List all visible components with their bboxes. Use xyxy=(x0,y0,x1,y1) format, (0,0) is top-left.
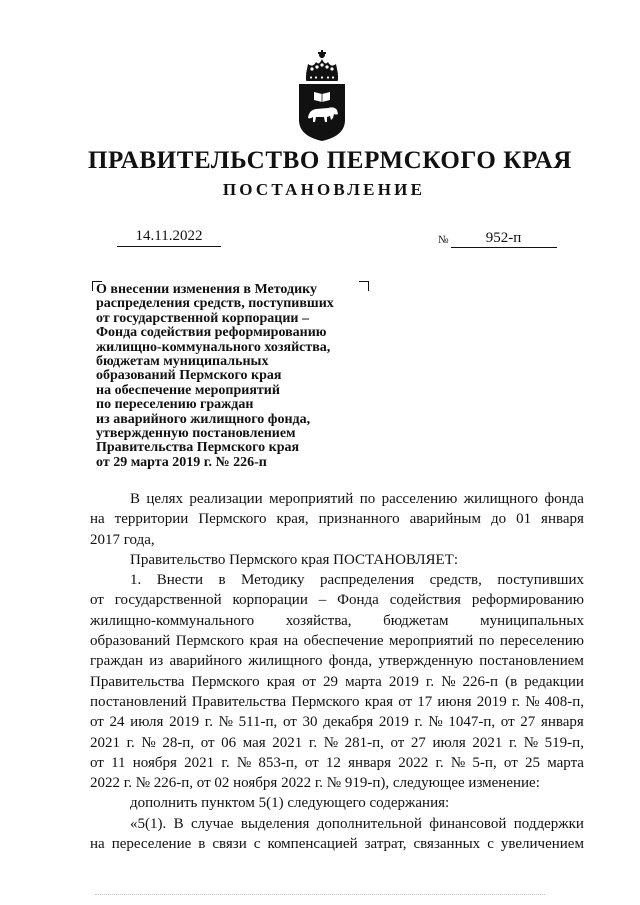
word: фонда, xyxy=(328,653,373,670)
word: случае xyxy=(190,815,234,832)
word: выделения xyxy=(240,815,310,832)
paragraph-line xyxy=(90,733,584,753)
word: марта xyxy=(345,673,382,690)
subject-line: распределения средств, поступивших xyxy=(96,296,334,312)
word: 30 xyxy=(302,714,318,731)
word: от xyxy=(282,714,297,731)
word: постановлением xyxy=(479,653,584,670)
word: по xyxy=(478,633,495,650)
word: г. xyxy=(508,734,518,751)
word: г. xyxy=(425,673,435,690)
word: № xyxy=(450,754,466,771)
word: от xyxy=(200,734,215,751)
word: 2021 xyxy=(90,734,120,751)
word: 12 xyxy=(325,754,341,771)
word: от xyxy=(304,754,319,771)
word: 28-п, xyxy=(162,734,195,751)
subject-line: О внесении изменения в Методику xyxy=(96,282,318,297)
word: затрат, xyxy=(364,836,407,853)
word: поступивших xyxy=(497,572,584,589)
word: 226-п xyxy=(462,673,499,690)
word: компенсацией xyxy=(267,836,358,853)
word: от xyxy=(390,734,405,751)
word: в xyxy=(218,572,226,589)
word: 11 xyxy=(111,754,126,771)
word: мая xyxy=(242,734,266,751)
word: признанного xyxy=(318,511,400,528)
word: Пермского xyxy=(291,693,360,710)
word: от xyxy=(90,592,104,609)
word: переселение xyxy=(111,836,192,853)
word: 24 xyxy=(109,714,125,731)
word: 29 xyxy=(323,673,339,690)
word: на xyxy=(283,633,299,650)
word: № xyxy=(236,754,252,771)
subject-line: от государственной корпорации – xyxy=(96,310,310,326)
word: от xyxy=(398,693,413,710)
word: № xyxy=(525,693,540,710)
word: хозяйства, xyxy=(285,612,352,629)
subject-line: Фонда содействия реформированию xyxy=(96,325,327,341)
word: ноября xyxy=(132,754,177,771)
word: июля xyxy=(432,734,466,751)
word: редакции xyxy=(524,673,584,690)
word: по xyxy=(359,491,376,507)
subject-line: на обеспечение мероприятий xyxy=(96,382,280,398)
government-title: ПРАВИТЕЛЬСТВО ПЕРМСКОГО КРАЯ xyxy=(88,147,572,174)
word: связи xyxy=(212,836,247,853)
word: г. xyxy=(511,693,521,710)
word: г. xyxy=(204,714,213,731)
word: 2019 xyxy=(378,714,409,731)
word: распределения xyxy=(319,572,415,589)
word: образований xyxy=(90,633,171,650)
word: переселению xyxy=(499,633,584,650)
word: № xyxy=(218,714,233,731)
word: 01 xyxy=(516,511,532,528)
paragraph-line xyxy=(90,692,584,712)
word: 27 xyxy=(520,714,536,731)
word: связанных xyxy=(413,836,481,853)
document-body xyxy=(90,489,584,854)
word: 2019 xyxy=(476,693,507,710)
paragraph-line: Правительство Пермского края ПОСТАНОВЛЯЕТ: xyxy=(130,551,459,568)
paragraph-line xyxy=(90,753,584,773)
word: от xyxy=(90,754,104,771)
word: В xyxy=(130,491,141,507)
word: Правительства xyxy=(191,693,287,710)
document-date: 14.11.2022 xyxy=(117,228,221,247)
document-type-title: ПОСТАНОВЛЕНИЕ xyxy=(222,180,426,199)
word: фонда xyxy=(544,491,584,507)
paragraph-line xyxy=(90,570,584,590)
word: 2021 xyxy=(472,734,503,751)
paragraph-line xyxy=(90,631,584,651)
word: г. xyxy=(221,754,230,771)
document-number: 952-п xyxy=(451,230,557,248)
word: от xyxy=(503,754,518,771)
word: 2022 xyxy=(398,754,429,771)
word: края xyxy=(266,673,296,690)
paragraph-line: 2017 года, xyxy=(90,531,155,548)
perm-krai-coat-of-arms-icon xyxy=(296,48,348,142)
word: 519-п, xyxy=(544,734,584,751)
word: из xyxy=(149,653,164,670)
word: Пермского xyxy=(191,673,260,690)
word: г. xyxy=(126,734,135,751)
word: от xyxy=(302,673,316,690)
subject-line: утвержденную постановлением xyxy=(96,426,296,442)
word: поддержки xyxy=(513,815,584,832)
subject-line: из аварийного жилищного фонда, xyxy=(96,411,311,427)
paragraph-line xyxy=(90,509,584,529)
word: 2021 xyxy=(272,734,303,751)
word: корпорации xyxy=(232,592,308,609)
word: Внести xyxy=(156,572,204,589)
word: граждан xyxy=(90,653,143,670)
word: от xyxy=(500,714,515,731)
word: 281-п, xyxy=(344,734,384,751)
word: муниципальных xyxy=(480,612,584,629)
word: В xyxy=(173,815,184,832)
document-number-block xyxy=(438,230,557,248)
paragraph-line xyxy=(90,489,584,509)
subject-line: бюджетам муниципальных xyxy=(96,354,269,370)
word: 511-п, xyxy=(238,714,278,731)
word: жилищного xyxy=(463,491,538,507)
paragraph-line: 2022 г. № 226-п, от 02 ноября 2022 г. № 919-п), следующее изменение: xyxy=(90,775,540,792)
paragraph-line xyxy=(90,712,584,732)
subject-corner-right-mark xyxy=(359,281,369,291)
word: г. xyxy=(414,714,423,731)
paragraph-line xyxy=(90,611,584,631)
paragraph-line xyxy=(90,590,584,610)
number-sign: № xyxy=(438,234,449,246)
word: жилищного xyxy=(248,653,323,670)
word: декабря xyxy=(323,714,374,731)
subject-line: от 29 марта 2019 г. № 226-п xyxy=(96,454,267,470)
word: реформированию xyxy=(471,592,584,609)
word: до xyxy=(490,511,507,528)
word: бюджетам xyxy=(383,612,449,629)
word: обеспечение xyxy=(303,633,384,650)
word: на xyxy=(90,511,105,528)
subject-line: по переселению граждан xyxy=(96,397,254,413)
word: 2019 xyxy=(169,714,200,731)
word: на xyxy=(90,836,105,853)
word: мероприятий xyxy=(389,633,474,650)
subject-line: образований Пермского края xyxy=(96,368,282,384)
scan-artifact xyxy=(95,894,545,898)
word: Методику xyxy=(241,572,305,589)
word: территории xyxy=(114,511,189,528)
word: увеличением xyxy=(500,836,584,853)
word: 2021 xyxy=(184,754,215,771)
word: аварийным xyxy=(409,511,481,528)
word: января xyxy=(540,714,584,731)
word: финансовой xyxy=(429,815,507,832)
word: 408-п, xyxy=(544,693,584,710)
word: целях xyxy=(146,491,183,507)
paragraph-line xyxy=(90,814,584,834)
word: 17 xyxy=(417,693,433,710)
word: 06 xyxy=(221,734,237,751)
word: марта xyxy=(547,754,584,771)
word: «5(1). xyxy=(130,815,167,832)
word: января xyxy=(541,511,584,528)
word: государственной xyxy=(114,592,222,609)
word: содействия xyxy=(389,592,461,609)
word: аварийного xyxy=(169,653,243,670)
word: края xyxy=(249,633,278,650)
word: в xyxy=(198,836,206,853)
word: с xyxy=(487,836,494,853)
word: № xyxy=(428,714,443,731)
word: жилищно-коммунального xyxy=(90,612,255,629)
word: июля xyxy=(130,714,164,731)
word: января xyxy=(348,754,392,771)
word: г. xyxy=(308,734,318,751)
word: № xyxy=(323,734,338,751)
word: утвержденную xyxy=(378,653,473,670)
word: дополнительной xyxy=(316,815,422,832)
word: края, xyxy=(276,511,309,528)
word: постановлений xyxy=(90,693,187,710)
subject-line: жилищно-коммунального хозяйства, xyxy=(96,339,331,355)
word: Правительства xyxy=(90,673,185,690)
word: с xyxy=(253,836,261,853)
word: (в xyxy=(505,673,518,690)
word: 2019 xyxy=(388,673,419,690)
word: мероприятий xyxy=(269,491,354,507)
word: от xyxy=(90,714,104,731)
word: Фонда xyxy=(337,592,379,609)
word: № xyxy=(523,734,539,751)
word: 27 xyxy=(410,734,426,751)
word: 853-п, xyxy=(258,754,298,771)
word: июня xyxy=(437,693,472,710)
word: края xyxy=(364,693,394,710)
word: 1047-п, xyxy=(448,714,496,731)
word: Пермского xyxy=(198,511,267,528)
word: реализации xyxy=(189,491,263,507)
paragraph-line xyxy=(90,834,584,854)
word: 25 xyxy=(525,754,540,771)
word: расселению xyxy=(381,491,458,507)
word: № xyxy=(441,673,456,690)
word: – xyxy=(318,592,327,609)
subject-line: Правительства Пермского края xyxy=(96,440,300,456)
word: г. xyxy=(435,754,444,771)
word: Пермского xyxy=(175,633,245,650)
paragraph-line xyxy=(90,672,584,692)
word: 1. xyxy=(130,572,142,589)
paragraph-line: дополнить пунктом 5(1) следующего содержания: xyxy=(130,795,450,812)
word: средств, xyxy=(429,572,482,589)
word: № xyxy=(141,734,156,751)
word: 5-п, xyxy=(472,754,497,771)
paragraph-line xyxy=(90,651,584,671)
document-subject xyxy=(96,283,334,470)
